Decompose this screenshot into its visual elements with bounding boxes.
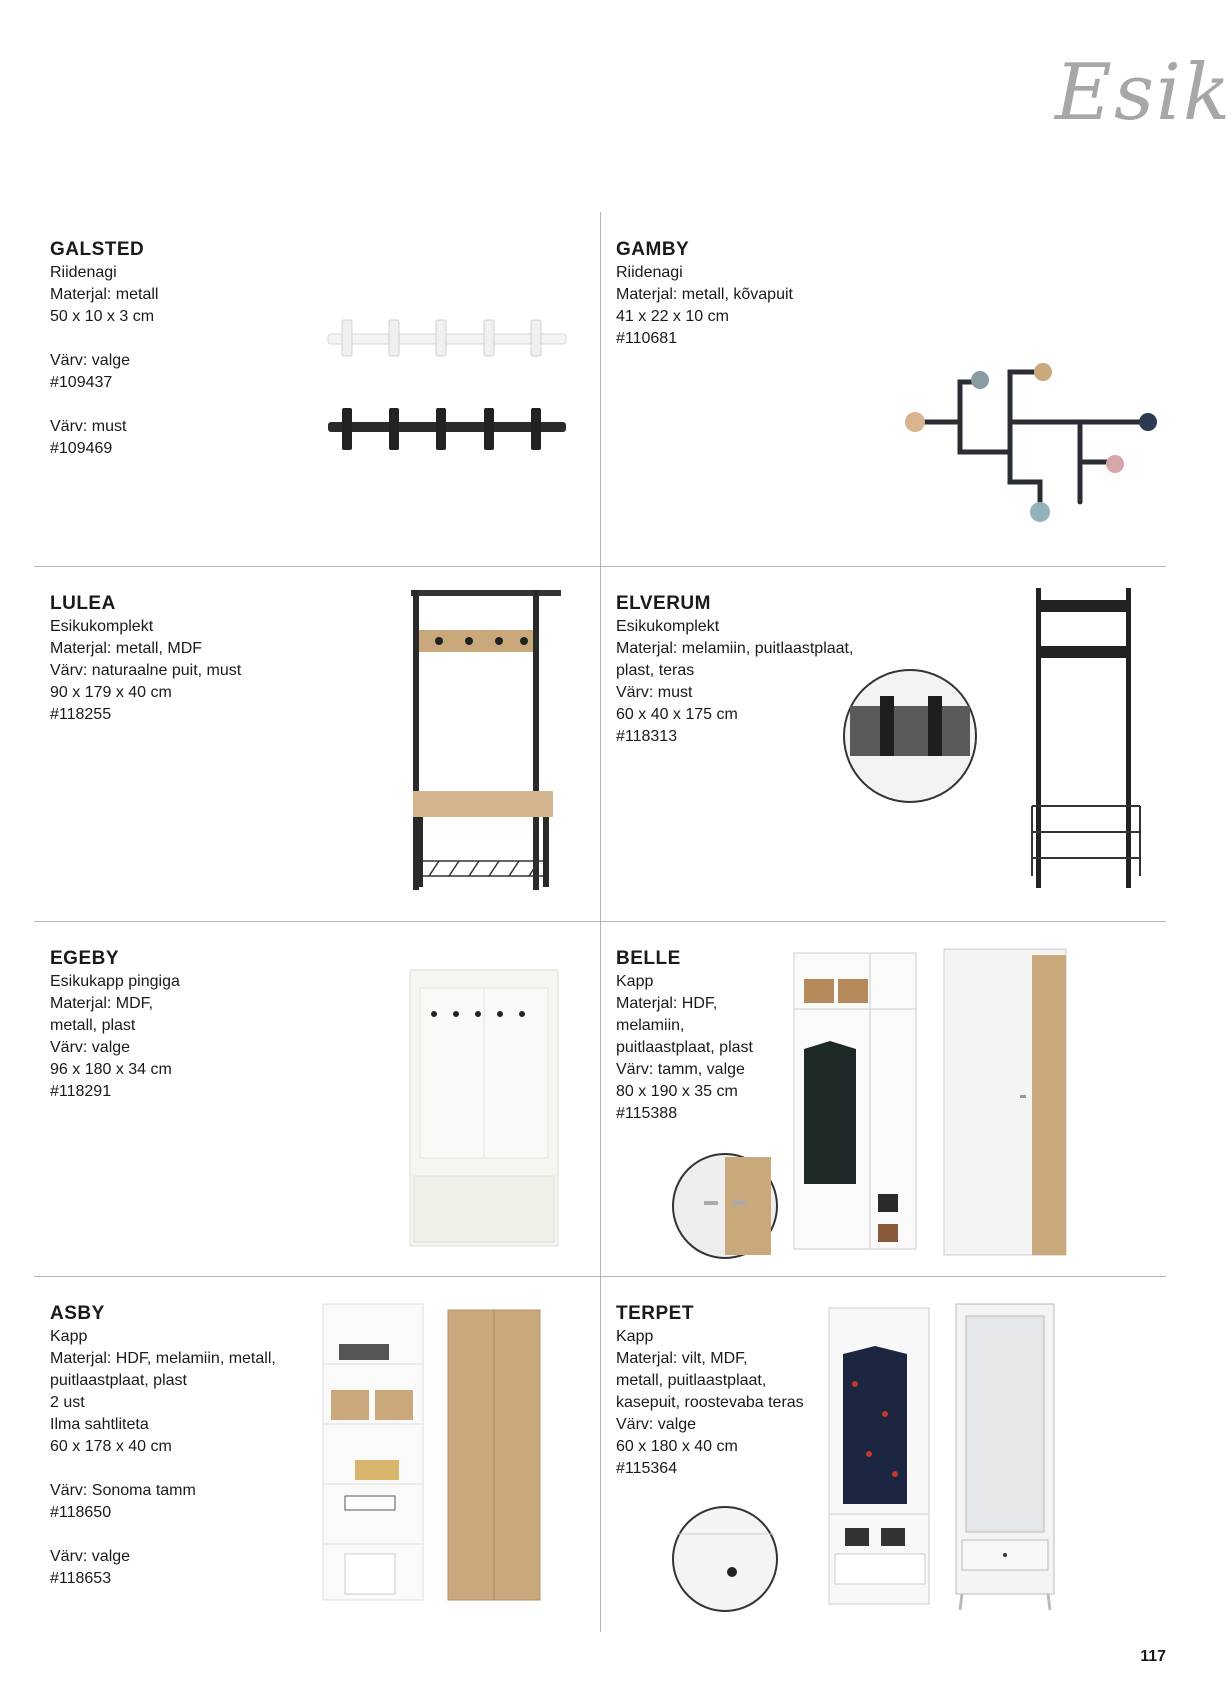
product-elverum — [600, 566, 1166, 921]
product-egeby — [34, 921, 600, 1276]
product-spec: melamiin, — [616, 1017, 685, 1034]
product-belle — [600, 921, 1166, 1276]
asby-open-cabinet-image — [319, 1300, 429, 1606]
product-spec: Värv: valge — [616, 1416, 697, 1433]
product-spec: metall, plast — [50, 1017, 136, 1034]
product-code: #110681 — [616, 330, 678, 347]
product-spec: Värv: naturaalne puit, must — [50, 662, 242, 679]
product-spec: metall, puitlaastplaat, — [616, 1372, 767, 1389]
product-spec: 60 x 40 x 175 cm — [616, 706, 738, 723]
product-code: #118313 — [616, 728, 678, 745]
product-spec: Materjal: HDF, — [616, 995, 718, 1012]
page-title: Esik — [1055, 48, 1232, 138]
product-spec: Värv: tamm, valge — [616, 1061, 745, 1078]
product-galsted — [34, 212, 600, 566]
product-spec: Värv: must — [616, 684, 693, 701]
terpet-closed-cabinet-image — [950, 1300, 1060, 1616]
belle-detail-zoom-image — [670, 1151, 780, 1261]
product-spec: 50 x 10 x 3 cm — [50, 308, 155, 325]
product-spec: 2 ust — [50, 1394, 85, 1411]
product-type: Esikukomplekt — [616, 618, 720, 635]
product-name: GAMBY — [616, 239, 690, 260]
product-name: BELLE — [616, 948, 681, 969]
product-type: Esikukapp pingiga — [50, 973, 180, 990]
product-color: Värv: valge — [50, 1548, 131, 1565]
product-spec: Materjal: MDF, — [50, 995, 154, 1012]
product-code: #115364 — [616, 1460, 678, 1477]
product-spec: Värv: valge — [50, 1039, 131, 1056]
product-spec: Materjal: vilt, MDF, — [616, 1350, 748, 1367]
product-terpet — [600, 1276, 1166, 1632]
product-asby — [34, 1276, 600, 1632]
asby-closed-cabinet-image — [444, 1306, 544, 1606]
product-color: Värv: must — [50, 418, 127, 435]
product-color: Värv: valge — [50, 352, 131, 369]
product-code: #118255 — [50, 706, 112, 723]
product-spec: Materjal: metall, kõvapuit — [616, 286, 793, 303]
product-spec: Materjal: metall, MDF — [50, 640, 203, 657]
lulea-hallway-set-image — [409, 586, 569, 896]
product-spec: puitlaastplaat, plast — [50, 1372, 187, 1389]
product-code: #118291 — [50, 1083, 112, 1100]
product-spec: 90 x 179 x 40 cm — [50, 684, 172, 701]
product-spec: Materjal: melamiin, puitlaastplaat, — [616, 640, 854, 657]
product-spec: puitlaastplaat, plast — [616, 1039, 753, 1056]
egeby-hall-cabinet-image — [404, 966, 564, 1256]
product-type: Kapp — [616, 973, 654, 990]
product-name: TERPET — [616, 1303, 694, 1324]
product-code: #118650 — [50, 1504, 112, 1521]
page-number: 117 — [1140, 1648, 1166, 1665]
product-code: #115388 — [616, 1105, 678, 1122]
product-type: Kapp — [50, 1328, 88, 1345]
product-type: Esikukomplekt — [50, 618, 154, 635]
product-code: #109469 — [50, 440, 113, 457]
product-spec: Ilma sahtliteta — [50, 1416, 149, 1433]
product-spec: 41 x 22 x 10 cm — [616, 308, 729, 325]
product-code: #109437 — [50, 374, 113, 391]
product-spec: kasepuit, roostevaba teras — [616, 1394, 804, 1411]
product-name: EGEBY — [50, 948, 120, 969]
product-spec: plast, teras — [616, 662, 695, 679]
galsted-hook-rack-image — [324, 312, 574, 472]
terpet-detail-zoom-image — [670, 1504, 780, 1614]
product-name: LULEA — [50, 593, 116, 614]
product-spec: Materjal: HDF, melamiin, metall, — [50, 1350, 276, 1367]
belle-open-cabinet-image — [790, 949, 920, 1259]
product-spec: 60 x 180 x 40 cm — [616, 1438, 738, 1455]
elverum-detail-zoom-image — [840, 666, 980, 806]
product-type: Riidenagi — [50, 264, 117, 281]
product-name: GALSTED — [50, 239, 145, 260]
product-code: #118653 — [50, 1570, 112, 1587]
terpet-open-cabinet-image — [825, 1304, 935, 1614]
elverum-hallway-set-image — [1030, 586, 1150, 896]
belle-closed-cabinet-image — [940, 945, 1070, 1261]
product-spec: Materjal: metall — [50, 286, 159, 303]
product-spec: 80 x 190 x 35 cm — [616, 1083, 738, 1100]
gamby-coat-hook-image — [900, 352, 1160, 532]
product-spec: 96 x 180 x 34 cm — [50, 1061, 172, 1078]
product-color: Värv: Sonoma tamm — [50, 1482, 196, 1499]
product-spec: 60 x 178 x 40 cm — [50, 1438, 172, 1455]
product-gamby — [600, 212, 1166, 566]
product-type: Kapp — [616, 1328, 654, 1345]
product-name: ASBY — [50, 1303, 105, 1324]
product-lulea — [34, 566, 600, 921]
product-type: Riidenagi — [616, 264, 683, 281]
product-name: ELVERUM — [616, 593, 711, 614]
